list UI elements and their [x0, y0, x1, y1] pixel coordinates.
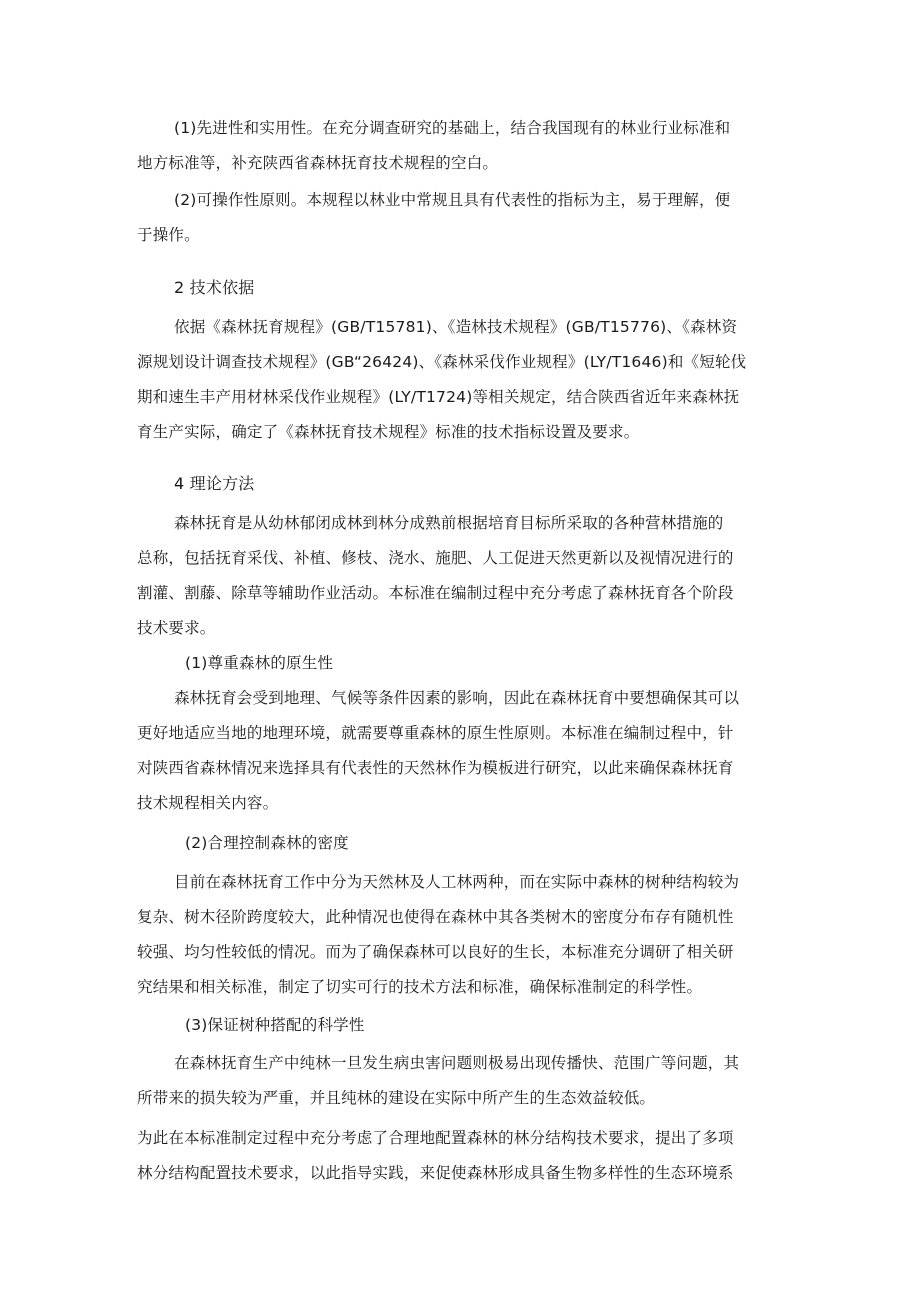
paragraph-line: 期和速生丰产用材林采伐作业规程》(LY/T1724)等相关规定，结合陕西省近年来森林抚: [137, 388, 740, 406]
subheading: (2)合理控制森林的密度: [185, 834, 349, 852]
paragraph-line: 目前在森林抚育工作中分为天然林及人工林两种，而在实际中森林的树种结构较为: [174, 873, 740, 891]
paragraph-line: 源规划设计调查技术规程》(GB“26424)、《森林采伐作业规程》(LY/T1646)和《短轮伐: [137, 353, 747, 371]
paragraph-line: 森林抚育是从幼林郁闭成林到林分成熟前根据培育目标所采取的各种营林措施的: [174, 514, 724, 532]
paragraph-line: 地方标准等，补充陕西省森林抚育技术规程的空白。: [137, 154, 499, 172]
subheading: (3)保证树种搭配的科学性: [185, 1016, 365, 1034]
paragraph-line: 依据《森林抚育规程》(GB/T15781)、《造林技术规程》(GB/T15776)、《森林资: [174, 318, 738, 336]
paragraph-line: 总称，包括抚育采伐、补植、修枝、浇水、施肥、人工促进天然更新以及视情况进行的: [137, 549, 734, 567]
paragraph-line: 为此在本标准制定过程中充分考虑了合理地配置森林的林分结构技术要求，提出了多项: [137, 1129, 734, 1147]
paragraph-line: 割灌、割藤、除草等辅助作业活动。本标准在编制过程中充分考虑了森林抚育各个阶段: [137, 584, 734, 602]
paragraph-line: 所带来的损失较为严重，并且纯林的建设在实际中所产生的生态效益较低。: [137, 1089, 656, 1107]
paragraph-line: 技术要求。: [137, 619, 216, 637]
paragraph-line: 对陕西省森林情况来选择具有代表性的天然林作为模板进行研究，以此来确保森林抚育: [137, 759, 734, 777]
paragraph-line: (1)先进性和实用性。在充分调查研究的基础上，结合我国现有的林业行业标准和: [174, 119, 731, 137]
subheading: (1)尊重森林的原生性: [185, 654, 334, 672]
paragraph-line: 技术规程相关内容。: [137, 794, 279, 812]
paragraph-line: 森林抚育会受到地理、气候等条件因素的影响，因此在森林抚育中要想确保其可以: [174, 689, 740, 707]
paragraph-line: 林分结构配置技术要求，以此指导实践，来促使森林形成具备生物多样性的生态环境系: [137, 1164, 734, 1182]
paragraph-line: 在森林抚育生产中纯林一旦发生病虫害问题则极易出现传播快、范围广等问题，其: [174, 1054, 740, 1072]
paragraph-line: 更好地适应当地的地理环境，就需要尊重森林的原生性原则。本标准在编制过程中，针: [137, 724, 734, 742]
paragraph-line: 于操作。: [137, 226, 200, 244]
paragraph-line: 育生产实际，确定了《森林抚育技术规程》标准的技术指标设置及要求。: [137, 423, 640, 441]
paragraph-line: 较强、均匀性较低的情况。而为了确保森林可以良好的生长，本标准充分调研了相关研: [137, 943, 734, 961]
paragraph-line: 究结果和相关标准，制定了切实可行的技术方法和标准，确保标准制定的科学性。: [137, 978, 703, 996]
paragraph-line: (2)可操作性原则。本规程以林业中常规且具有代表性的指标为主，易于理解，便: [174, 191, 731, 209]
paragraph-line: 复杂、树木径阶跨度较大，此种情况也使得在森林中其各类树木的密度分布存有随机性: [137, 908, 734, 926]
section-heading: 2 技术依据: [174, 278, 255, 297]
section-heading: 4 理论方法: [174, 474, 255, 493]
